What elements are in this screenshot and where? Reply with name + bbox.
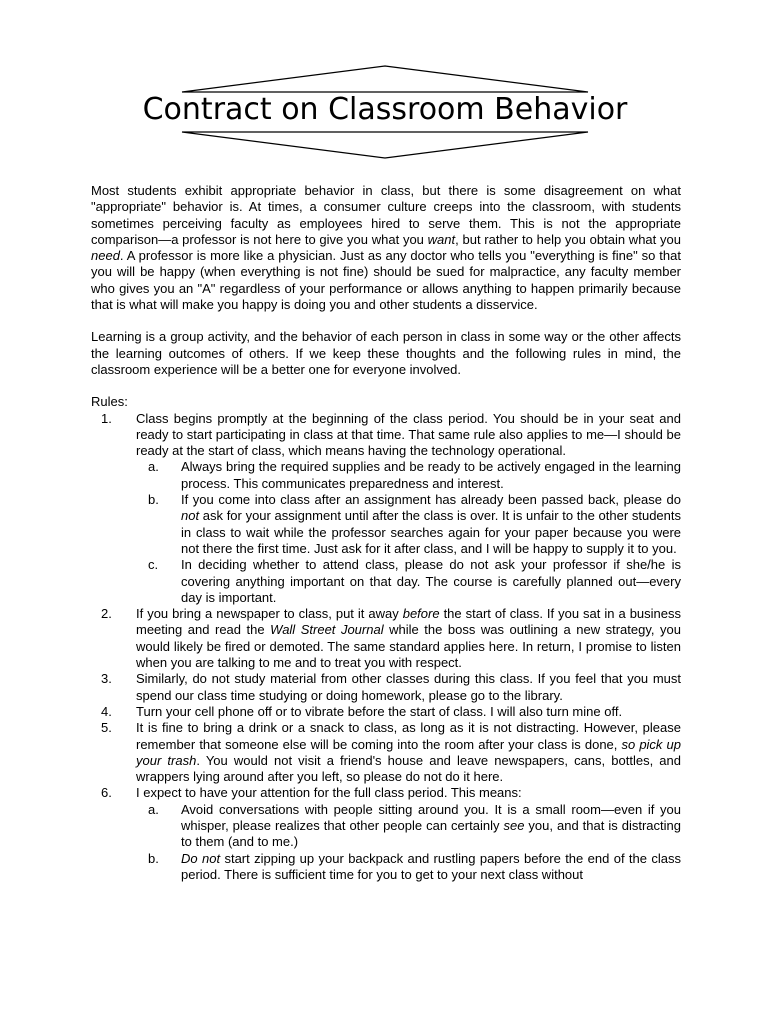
text-run: Most students exhibit appropriate behavior in class, but there is some disagreement on what "appropriate" behavior is. At times, a consumer culture creeps into the classroom, with students sometimes perceiving faculty as employees hired to serve them. This is not the appropriate comparison—a professor is not here to give you what you [91, 183, 681, 247]
rule-number: 6. [101, 785, 112, 801]
rule-item [91, 720, 681, 785]
rule-item [91, 704, 681, 720]
sub-rule-item [136, 802, 681, 851]
rule-number: 5. [101, 720, 112, 736]
banner-bottom-triangle [182, 132, 588, 158]
rules-heading: Rules: [91, 394, 128, 410]
sub-rule-item [136, 492, 681, 557]
rule-number: 4. [101, 703, 112, 719]
text-run: Avoid conversations with people sitting around you. It is a small room—even if you whisper, please realizes that other people can certainly [181, 801, 681, 833]
intro-paragraph-2 [91, 329, 681, 378]
rule-text [136, 785, 681, 801]
text-run: Always bring the required supplies and be ready to be actively engaged in the learning process. This communicates preparedness and interest. [181, 459, 681, 491]
sub-rule-letter: a. [148, 801, 159, 817]
rule-text [136, 671, 681, 704]
rule-number: 2. [101, 606, 112, 622]
emphasis-text: so pick up your trash [136, 736, 681, 768]
text-run: the start of class. If you sat in a business meeting and read the [136, 606, 681, 638]
emphasis-text: need [91, 248, 120, 264]
sub-rule-letter: b. [148, 850, 159, 866]
sub-rule-list [136, 459, 681, 606]
text-run: start zipping up your backpack and rustling papers before the end of the class period. There is sufficient time for you to get to your next class without [181, 850, 681, 882]
sub-rule-text [181, 459, 681, 492]
text-run: If you bring a newspaper to class, put it away [136, 606, 403, 622]
text-run: . A professor is more like a physician. Just as any doctor who tells you "everything is fine" so that you will be happy (when everything is not fine) should be sued for malpractice, any faculty member who gives you an "A" regardless of your performance or allows anything to happen primarily because that is what will make you happy is doing you and other students a disservice. [91, 248, 681, 313]
sub-rule-item [136, 459, 681, 492]
emphasis-text: want [427, 231, 456, 247]
sub-rule-item [136, 557, 681, 606]
rule-item [91, 671, 681, 704]
emphasis-text: Wall Street Journal [270, 622, 384, 638]
title-banner [130, 62, 640, 162]
text-run: ask for your assignment until after the class is over. It is unfair to the other students in class to wait while the professor searches again for your paper because you were not there the first time. Just ask for it after class, and I will be happy to supply it to you. [181, 508, 681, 556]
text-run: , but rather to help you obtain what you [455, 231, 681, 247]
rule-text [136, 720, 681, 785]
sub-rule-text [181, 557, 681, 606]
emphasis-text: Do not [181, 850, 221, 866]
emphasis-text: not [181, 508, 200, 524]
banner-top-triangle [182, 66, 588, 92]
sub-rule-text [181, 851, 681, 884]
rule-item [91, 785, 681, 883]
rule-text [136, 606, 681, 671]
text-run: Class begins promptly at the beginning of the class period. You should be in your seat and ready to start participating in class at that time. That same rule also applies to me—I should be ready at the start of class, which means having the technology operational. [136, 410, 681, 459]
sub-rule-list [136, 802, 681, 883]
text-run: I expect to have your attention for the full class period. This means: [136, 785, 522, 801]
text-run: It is fine to bring a drink or a snack to class, as long as it is not distracting. However, please remember that someone else will be coming into the room after your class is done, [136, 720, 681, 752]
page-title: Contract on Classroom Behavior [142, 92, 628, 127]
rule-text [136, 704, 681, 720]
text-run: In deciding whether to attend class, please do not ask your professor if she/he is covering anything important on that day. The course is carefully planned out—every day is important. [181, 557, 681, 605]
rules-list [91, 411, 681, 884]
text-run: while the boss was outlining a new strategy, you would likely be fired or demoted. The same standard applies here. In return, I promise to listen when you are talking to me and to treat you with respect. [136, 622, 681, 671]
text-run: Similarly, do not study material from other classes during this class. If you feel that you must spend our class time studying or doing homework, please go to the library. [136, 671, 681, 703]
rule-number: 3. [101, 671, 112, 687]
rule-number: 1. [101, 410, 112, 426]
sub-rule-letter: c. [148, 557, 159, 573]
sub-rule-letter: a. [148, 459, 159, 475]
intro-paragraph-1 [91, 183, 681, 313]
sub-rule-item [136, 851, 681, 884]
emphasis-text: see [503, 817, 525, 833]
rule-text [136, 411, 681, 460]
sub-rule-letter: b. [148, 492, 159, 508]
document-body [91, 183, 681, 883]
sub-rule-text [181, 802, 681, 851]
rule-item [91, 606, 681, 671]
text-run: . You would not visit a friend's house and leave newspapers, cans, bottles, and wrappers lying around after you left, so please do not do it here. [136, 752, 681, 785]
text-run: If you come into class after an assignment has already been passed back, please do [181, 492, 681, 508]
text-run: Turn your cell phone off or to vibrate before the start of class. I will also turn mine off. [136, 703, 623, 719]
text-run: Learning is a group activity, and the behavior of each person in class in some way or the other affects the learning outcomes of others. If we keep these thoughts and the following rules in mind, the classroom experience will be a better one for everyone involved. [91, 329, 681, 377]
sub-rule-text [181, 492, 681, 557]
text-run: you, and that is distracting to them (and to me.) [181, 817, 681, 850]
rule-item [91, 411, 681, 607]
emphasis-text: before [402, 606, 440, 622]
